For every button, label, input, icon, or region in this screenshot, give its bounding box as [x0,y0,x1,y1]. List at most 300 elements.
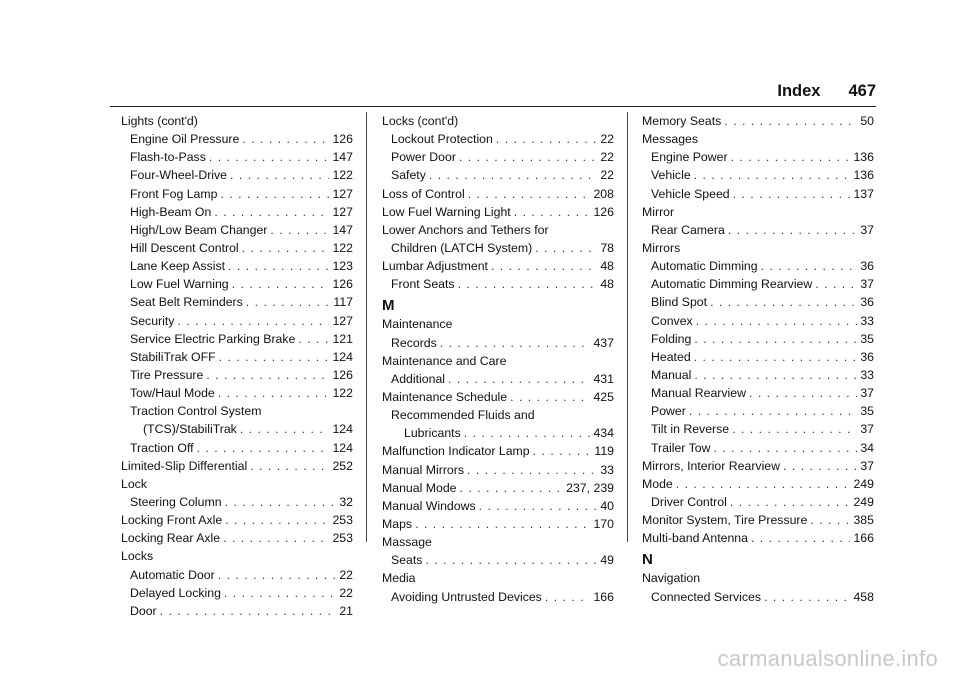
entry-term: StabiliTrak OFF [130,349,216,364]
entry-page-number: 122 [332,168,353,183]
dot-leader [810,511,850,529]
entry-page-number: 37 [860,386,874,401]
entry-term: Records [391,335,437,350]
entry-term: Safety [391,168,426,183]
dot-leader [728,221,858,239]
entry-page-number: 136 [853,168,874,183]
entry-page-number: 425 [593,389,614,404]
header-rule [110,106,876,107]
dot-leader [459,148,597,166]
entry-page-number: 166 [853,531,874,546]
entry-page-number: 166 [593,589,614,604]
index-entry [382,203,614,221]
entry-page-number: 78 [600,240,614,255]
index-entry [121,420,353,438]
entry-term: Vehicle Speed [651,186,730,201]
dot-leader [761,257,858,275]
index-entry [121,312,353,330]
index-entry [121,493,353,511]
index-entry [121,239,353,257]
entry-page-number: 48 [600,277,614,292]
entry-page-number: 249 [853,476,874,491]
entry-term: Connected Services [651,589,762,604]
page-number: 467 [848,82,876,100]
entry-term: Front Fog Lamp [130,186,218,201]
index-heading [642,203,874,221]
index-entry [642,493,874,511]
entry-page-number: 21 [339,603,353,618]
dot-leader [250,457,329,475]
entry-page-number: 127 [332,204,353,219]
entry-term: Locking Rear Axle [121,531,221,546]
entry-page-number: 32 [339,494,353,509]
dot-leader [160,602,337,620]
entry-term: Lockout Protection [391,132,493,147]
dot-leader [214,203,329,221]
entry-term: Memory Seats [642,114,722,128]
dot-leader [694,366,857,384]
entry-term: Massage [382,535,432,550]
entry-page-number: 253 [332,531,353,546]
dot-leader [689,402,857,420]
entry-term: Additional [391,371,446,386]
entry-page-number: 22 [600,168,614,183]
entry-page-number: 147 [332,222,353,237]
index-entry [642,330,874,348]
entry-page-number: 127 [332,186,353,201]
entry-page-number: 33 [860,367,874,382]
entry-term: Engine Oil Pressure [130,132,240,147]
dot-leader [223,529,329,547]
index-entry [642,348,874,366]
entry-term: Rear Camera [651,222,725,237]
entry-term: Lights (cont'd) [121,114,198,128]
index-entry [121,366,353,384]
entry-page-number: 35 [860,404,874,419]
entry-term: Manual [651,367,692,382]
entry-page-number: 119 [594,444,614,459]
dot-leader [429,166,597,184]
entry-term: Seat Belt Reminders [130,295,243,310]
entry-term: Manual Windows [382,498,476,513]
entry-term: Avoiding Untrusted Devices [391,589,542,604]
entry-page-number: 121 [332,331,353,346]
index-heading [642,239,874,257]
dot-leader [240,420,330,438]
index-entry [642,457,874,475]
entry-term: Locking Front Axle [121,513,223,528]
index-heading [382,315,614,333]
index-column-2 [382,112,614,606]
entry-term: Malfunction Indicator Lamp [382,444,530,459]
index-entry [642,312,874,330]
entry-term: Low Fuel Warning Light [382,204,511,219]
entry-page-number: 126 [593,204,614,219]
index-entry [382,370,614,388]
entry-term: Navigation [642,571,701,586]
index-entry [642,166,874,184]
entry-page-number: 37 [860,277,874,292]
entry-term: Monitor System, Tire Pressure [642,513,808,528]
dot-leader [545,588,591,606]
entry-term: Mode [642,476,673,491]
entry-term: Tow/Haul Mode [130,386,215,401]
index-entry [121,330,353,348]
index-heading [382,352,614,370]
index-entry [121,457,353,475]
entry-term: Media [382,571,416,586]
column-divider [366,112,367,542]
entry-page-number: 124 [332,440,353,455]
entry-term: Mirror [642,204,675,219]
entry-term: Power [651,404,686,419]
entry-term: Engine Power [651,150,728,165]
index-entry [121,348,353,366]
dot-leader [270,221,329,239]
dot-leader [710,293,857,311]
index-entry [642,221,874,239]
index-entry [642,275,874,293]
entry-term: Convex [651,313,693,328]
dot-leader [783,457,857,475]
dot-leader [425,551,597,569]
index-entry [121,130,353,148]
entry-page-number: 237, 239 [566,480,614,495]
entry-page-number: 252 [332,458,353,473]
index-entry [121,529,353,547]
entry-term: Recommended Fluids and [391,408,535,423]
entry-page-number: 22 [339,585,353,600]
index-entry [382,166,614,184]
entry-term: High-Beam On [130,204,212,219]
dot-leader [232,275,330,293]
entry-page-number: 48 [600,259,614,274]
entry-page-number: 33 [860,313,874,328]
entry-page-number: 253 [332,513,353,528]
index-heading [642,130,874,148]
entry-page-number: 49 [600,553,614,568]
index-entry [642,511,874,529]
dot-leader [533,442,592,460]
dot-leader [496,130,597,148]
index-entry [121,566,353,584]
dot-leader [197,439,330,457]
index-entry [382,515,614,533]
entry-term: Service Electric Parking Brake [130,331,296,346]
index-column-1 [121,112,353,620]
entry-term: Trailer Tow [651,440,711,455]
dot-leader [218,566,337,584]
dot-leader [228,257,329,275]
entry-page-number: 34 [860,440,874,455]
dot-leader [694,330,857,348]
dot-leader [696,312,858,330]
entry-page-number: 37 [860,422,874,437]
dot-leader [224,584,336,602]
index-entry [121,148,353,166]
dot-leader [764,588,850,606]
entry-term: Heated [651,349,691,364]
dot-leader [479,497,598,515]
dot-leader [298,330,329,348]
dot-leader [491,257,597,275]
dot-leader [220,185,329,203]
entry-term: Front Seats [391,277,455,292]
index-entry [642,384,874,402]
entry-page-number: 431 [593,371,614,386]
index-entry [642,366,874,384]
entry-page-number: 122 [332,240,353,255]
entry-term: Steering Column [130,494,222,509]
page-header [110,82,876,101]
entry-page-number: 22 [600,132,614,147]
dot-leader [230,166,329,184]
index-entry [382,424,614,442]
entry-term: Door [130,603,157,618]
index-entry [642,420,874,438]
entry-page-number: 136 [853,150,874,165]
index-entry [121,257,353,275]
index-heading [121,547,353,565]
index-heading [382,533,614,551]
index-entry [121,185,353,203]
index-entry [382,185,614,203]
entry-term: Children (LATCH System) [391,240,533,255]
index-entry [382,442,614,460]
index-entry [642,439,874,457]
dot-leader [460,479,564,497]
index-entry [382,239,614,257]
index-entry [121,384,353,402]
index-entry [121,511,353,529]
index-entry [642,112,874,130]
entry-term: Limited-Slip Differential [121,458,248,473]
index-entry [642,588,874,606]
entry-page-number: 117 [333,295,353,310]
entry-page-number: 208 [593,186,614,201]
entry-page-number: 385 [853,513,874,528]
index-entry [382,588,614,606]
index-entry [121,203,353,221]
watermark: carmanualsonline.info [717,646,938,671]
entry-term: Low Fuel Warning [130,277,229,292]
index-entry [382,257,614,275]
index-entry [121,221,353,239]
entry-term: Locks [121,549,154,564]
index-entry [121,602,353,620]
entry-term: Vehicle [651,168,691,183]
column-divider [627,112,628,542]
entry-term: Manual Mirrors [382,462,464,477]
index-entry [121,166,353,184]
dot-leader [225,493,337,511]
entry-page-number: 37 [860,222,874,237]
entry-term: Multi-band Antenna [642,531,748,546]
entry-term: Mirrors, Interior Rearview [642,458,781,473]
index-entry [382,551,614,569]
index-heading [121,475,353,493]
dot-leader [731,148,851,166]
entry-page-number: 36 [860,349,874,364]
entry-page-number: 126 [332,132,353,147]
dot-leader [724,112,857,130]
entry-page-number: 137 [853,186,874,201]
index-entry [382,461,614,479]
entry-term: Messages [642,132,699,147]
dot-leader [468,185,591,203]
dot-leader [415,515,590,533]
entry-term: Lubricants [404,426,461,441]
index-entry [382,275,614,293]
index-heading [121,402,353,420]
dot-leader [694,166,851,184]
entry-page-number: 124 [332,349,353,364]
dot-leader [730,493,851,511]
dot-leader [676,475,851,493]
index-heading [642,569,874,587]
entry-term: Maintenance and Care [382,353,507,368]
entry-page-number: 35 [860,331,874,346]
entry-term: Four-Wheel-Drive [130,168,228,183]
entry-page-number: 22 [339,567,353,582]
index-heading [382,406,614,424]
entry-page-number: 127 [332,313,353,328]
index-heading [382,112,614,130]
entry-term: Manual Mode [382,480,457,495]
dot-leader [751,529,851,547]
entry-term: Flash-to-Pass [130,150,206,165]
entry-term: Lower Anchors and Tethers for [382,222,549,237]
entry-term: Lane Keep Assist [130,259,226,274]
entry-term: Lock [121,476,147,491]
entry-page-number: 434 [593,426,614,441]
entry-term: Driver Control [651,494,727,509]
entry-page-number: 147 [332,150,353,165]
entry-page-number: 40 [600,498,614,513]
index-entry [382,334,614,352]
entry-term: Seats [391,553,423,568]
dot-leader [749,384,857,402]
entry-term: Power Door [391,150,456,165]
index-entry [382,130,614,148]
dot-leader [177,312,329,330]
index-entry [642,529,874,547]
dot-leader [535,239,597,257]
entry-term: High/Low Beam Changer [130,222,268,237]
index-entry [642,257,874,275]
entry-page-number: 126 [332,277,353,292]
index-entry [642,148,874,166]
dot-leader [206,366,329,384]
entry-term: Maps [382,516,413,531]
index-entry [382,479,614,497]
dot-leader [464,424,591,442]
dot-leader [732,420,857,438]
entry-page-number: 50 [860,114,874,128]
entry-term: Automatic Dimming [651,259,758,274]
dot-leader [242,239,330,257]
dot-leader [448,370,590,388]
entry-term: Automatic Dimming Rearview [651,277,813,292]
entry-term: Tire Pressure [130,367,204,382]
entry-term: Blind Spot [651,295,708,310]
entry-term: Loss of Control [382,186,465,201]
entry-term: Security [130,313,175,328]
section-letter: N [642,551,653,569]
index-entry [121,439,353,457]
dot-leader [510,388,590,406]
dot-leader [242,130,329,148]
entry-term: Traction Control System [130,404,262,419]
dot-leader [713,439,857,457]
entry-term: Maintenance [382,317,453,332]
entry-page-number: 458 [853,589,874,604]
entry-term: Mirrors [642,240,681,255]
dot-leader [209,148,330,166]
dot-leader [218,384,330,402]
index-entry [121,293,353,311]
entry-page-number: 33 [600,462,614,477]
entry-page-number: 123 [332,259,353,274]
dot-leader [694,348,858,366]
dot-leader [815,275,857,293]
entry-term: Delayed Locking [130,585,221,600]
entry-page-number: 37 [860,458,874,473]
index-entry [382,388,614,406]
index-entry [642,293,874,311]
index-entry [642,475,874,493]
index-column-3 [642,112,874,606]
dot-leader [733,185,851,203]
entry-term: Folding [651,331,692,346]
entry-page-number: 36 [860,259,874,274]
entry-term: Maintenance Schedule [382,389,508,404]
dot-leader [225,511,329,529]
index-heading [382,569,614,587]
entry-page-number: 122 [332,386,353,401]
entry-term: Hill Descent Control [130,240,239,255]
entry-page-number: 437 [593,335,614,350]
entry-term: Automatic Door [130,567,215,582]
index-entry [382,497,614,515]
dot-leader [219,348,330,366]
index-heading [121,112,353,130]
entry-term: (TCS)/StabiliTrak [143,422,237,437]
entry-term: Tilt in Reverse [651,422,730,437]
entry-page-number: 249 [853,494,874,509]
entry-term: Lumbar Adjustment [382,259,488,274]
page-title: Index [777,82,821,100]
dot-leader [514,203,591,221]
dot-leader [458,275,598,293]
entry-term: Traction Off [130,440,194,455]
entry-page-number: 22 [600,150,614,165]
section-letter: M [382,297,395,315]
index-entry [642,402,874,420]
index-heading [382,221,614,239]
entry-term: Manual Rearview [651,386,747,401]
index-entry [121,275,353,293]
dot-leader [440,334,591,352]
index-entry [382,148,614,166]
dot-leader [246,293,331,311]
entry-page-number: 124 [332,422,353,437]
index-entry [642,185,874,203]
entry-term: Locks (cont'd) [382,114,459,128]
entry-page-number: 126 [332,367,353,382]
index-entry [121,584,353,602]
entry-page-number: 36 [860,295,874,310]
